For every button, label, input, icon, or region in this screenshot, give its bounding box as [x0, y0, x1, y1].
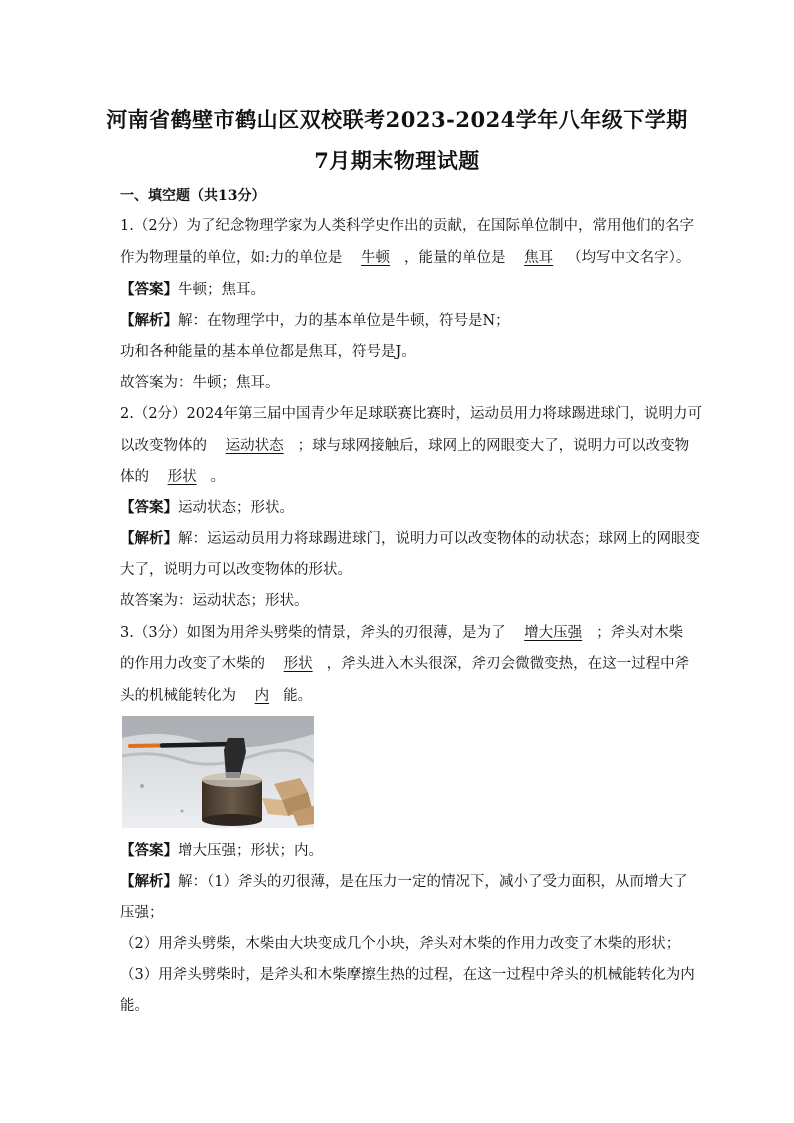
q3-analysis-2: 压强； [120, 905, 164, 921]
q1-text: ，能量的单位是 [404, 250, 511, 266]
analysis-tag: 【解析】 [120, 312, 178, 329]
q2-answer [120, 498, 680, 518]
answer-text: 运动状态；形状。 [178, 500, 294, 516]
q2-text: 以改变物体的 [120, 438, 212, 454]
q2-text: 体的 [120, 469, 154, 485]
q3-blank-1: 增大压强 [524, 625, 583, 641]
answer-tag: 【答案】 [120, 281, 178, 298]
q3-text: 头的机械能转化为 [120, 688, 241, 704]
section-heading: 一、填空题（共13分） [120, 188, 266, 204]
q1-answer [120, 280, 680, 300]
q3-line-b [120, 654, 690, 674]
q1-analysis [120, 311, 680, 331]
answer-tag: 【答案】 [120, 842, 178, 859]
analysis-text: 解：运运动员用力将球踢进球门，说明力可以改变物体的动状态；球网上的网眼变 [178, 531, 700, 547]
q3-answer [120, 841, 680, 861]
analysis-text: 解：在物理学中，力的基本单位是牛顿，符号是N； [178, 313, 510, 329]
q1-blank-1: 牛顿 [361, 250, 390, 266]
q3-blank-3: 内 [254, 688, 270, 704]
page-title: 河南省鹤壁市鹤山区双校联考2023-2024学年八年级下学期 [106, 107, 688, 132]
q3-text: ，斧头进入木头很深，斧刃会微微变热，在这一过程中斧 [326, 656, 690, 672]
q1-text: 作为物理量的单位，如:力的单位是 [120, 250, 347, 266]
q2-analysis-2: 大了，说明力可以改变物体的形状。 [120, 562, 352, 578]
q3-text: 的作用力改变了木柴的 [120, 656, 270, 672]
q3-analysis-4: （3）用斧头劈柴时，是斧头和木柴摩擦生热的过程，在这一过程中斧头的机械能转化为内 [120, 967, 695, 983]
q3-text: 3.（3分）如图为用斧头劈柴的情景，斧头的刃很薄，是为了 [120, 625, 511, 641]
q3-line-c [120, 686, 680, 706]
q3-analysis-3: （2）用斧头劈柴，木柴由大块变成几个小块，斧头对木柴的作用力改变了木柴的形状； [120, 936, 681, 952]
q3-blank-2: 形状 [283, 656, 313, 672]
q2-blank-1: 运动状态 [225, 438, 284, 454]
q1-line-b [120, 248, 691, 268]
answer-text: 增大压强；形状；内。 [178, 843, 323, 859]
q2-line-a: 2.（2分）2024年第三届中国青少年足球联赛比赛时，运动员用力将球踢进球门，说明力可 [120, 406, 702, 422]
q3-text: ；斧头对木柴 [596, 625, 684, 641]
q2-text: ；球与球网接触后，球网上的网眼变大了，说明力可以改变物 [297, 438, 690, 454]
answer-tag: 【答案】 [120, 499, 178, 516]
q3-text: 能。 [283, 688, 313, 704]
q3-analysis-5: 能。 [120, 998, 149, 1014]
analysis-text: 解：（1）斧头的刃很薄，是在压力一定的情况下，减小了受力面积，从而增大了 [178, 874, 688, 890]
q2-text: 。 [210, 469, 226, 485]
q2-line-b [120, 436, 690, 456]
analysis-tag: 【解析】 [120, 873, 178, 890]
q1-analysis-2: 功和各种能量的基本单位都是焦耳，符号是J。 [120, 344, 416, 360]
q1-blank-2: 焦耳 [524, 250, 554, 266]
q2-line-c [120, 467, 680, 487]
q2-conclusion: 故答案为：运动状态；形状。 [120, 593, 309, 609]
q2-analysis [120, 529, 700, 549]
q2-blank-2: 形状 [167, 469, 197, 485]
analysis-tag: 【解析】 [120, 530, 178, 547]
q3-line-a [120, 623, 684, 643]
stump-icon [202, 773, 262, 826]
q1-line-a: 1.（2分）为了纪念物理学家为人类科学史作出的贡献，在国际单位制中，常用他们的名字 [120, 218, 695, 234]
q1-text: （均写中文名字）。 [567, 250, 691, 266]
page-subtitle: 7月期末物理试题 [314, 148, 480, 173]
q3-analysis [120, 872, 688, 892]
q1-conclusion: 故答案为：牛顿；焦耳。 [120, 375, 280, 391]
axe-chopping-photo [122, 716, 314, 828]
answer-text: 牛顿；焦耳。 [178, 282, 265, 298]
